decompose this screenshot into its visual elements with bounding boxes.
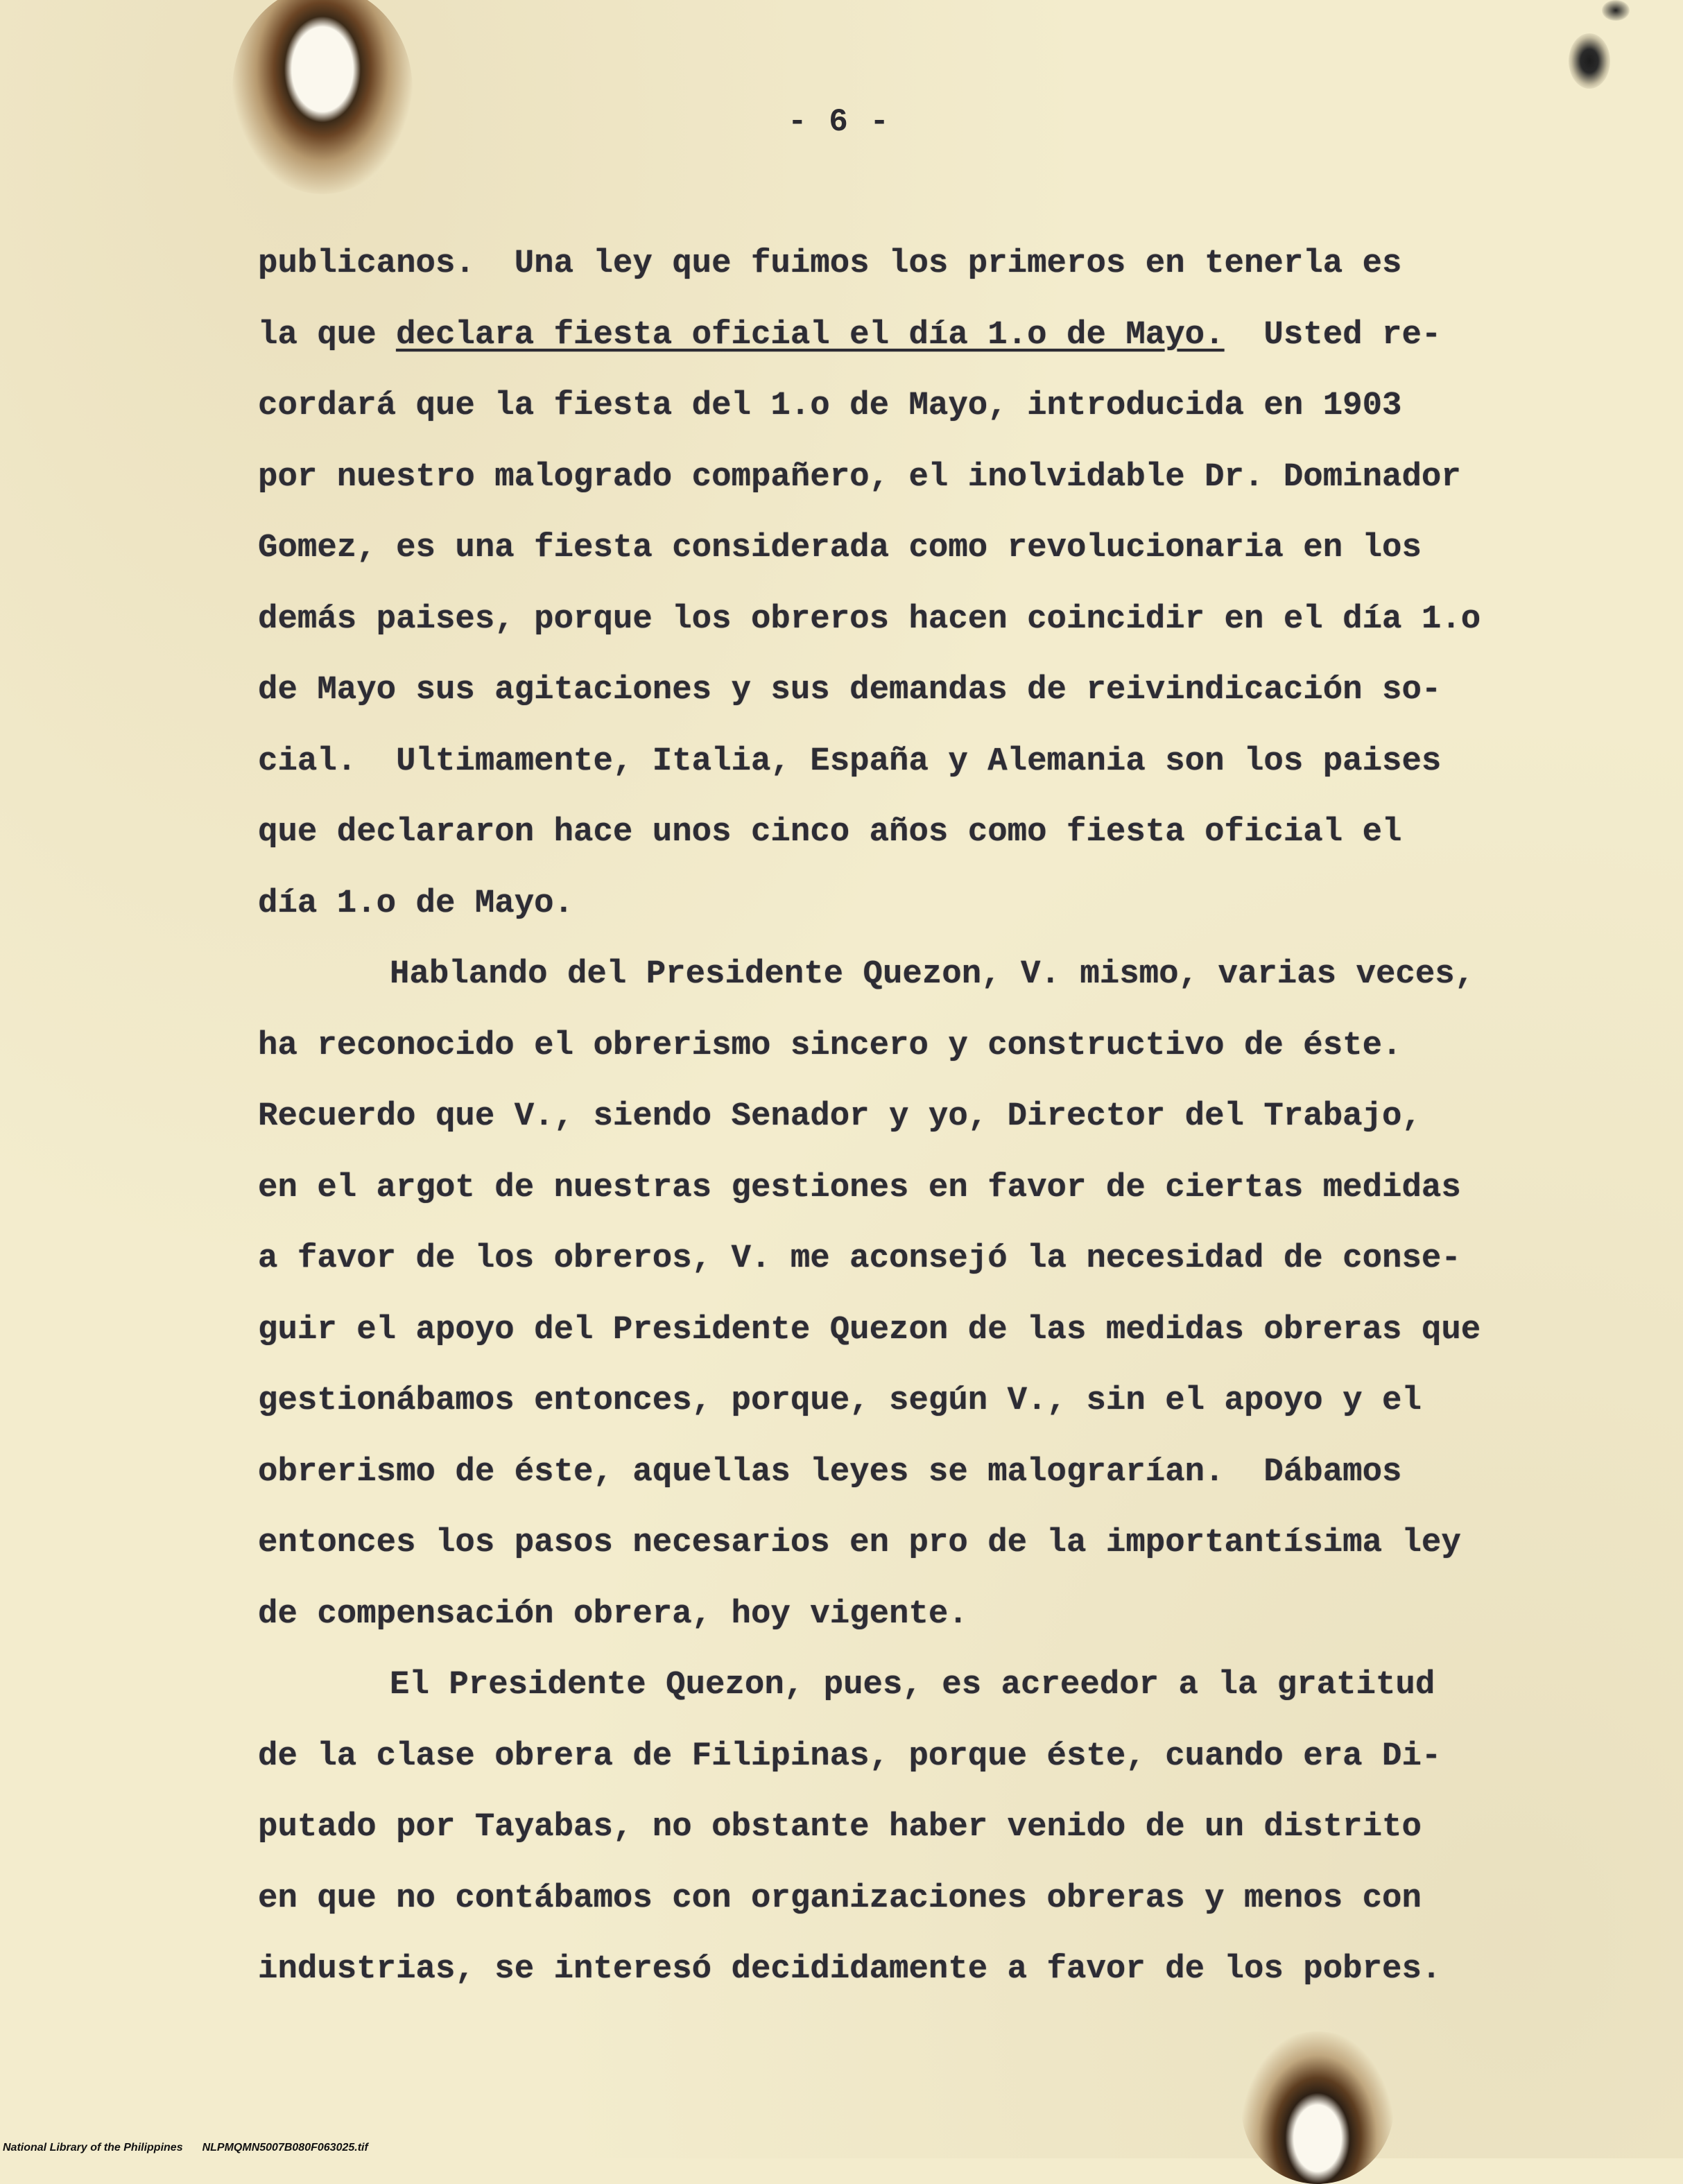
text-line: a favor de los obreros, V. me aconsejó la necesidad de conse- bbox=[258, 1240, 1461, 1277]
text-line: de la clase obrera de Filipinas, porque éste, cuando era Di- bbox=[258, 1737, 1442, 1775]
footer-file-id: NLPMQMN5007B080F063025.tif bbox=[202, 2142, 368, 2153]
burn-mark-top bbox=[232, 0, 413, 194]
text-line: El Presidente Quezon, pues, es acreedor a la gratitud bbox=[390, 1667, 1435, 1704]
text-line: putado por Tayabas, no obstante haber venido de un distrito bbox=[258, 1809, 1422, 1846]
text-fragment: la que bbox=[258, 316, 397, 354]
text-line: industrias, se interesó decididamente a favor de los pobres. bbox=[258, 1951, 1442, 1988]
underlined-phrase: declara fiesta oficial el día 1.o de Mayo. bbox=[396, 316, 1225, 354]
text-line: día 1.o de Mayo. bbox=[258, 885, 574, 922]
text-line: que declararon hace unos cinco años como fiesta oficial el bbox=[258, 814, 1402, 851]
text-line: gestionábamos entonces, porque, según V., sin el apoyo y el bbox=[258, 1383, 1422, 1419]
text-line: en el argot de nuestras gestiones en favor de ciertas medidas bbox=[258, 1169, 1461, 1206]
ink-spot bbox=[1602, 0, 1630, 21]
text-line: por nuestro malogrado compañero, el inolvidable Dr. Dominador bbox=[258, 458, 1461, 496]
text-line: entonces los pasos necesarios en pro de la importantísima ley bbox=[258, 1525, 1461, 1561]
text-line bbox=[258, 300, 1576, 372]
body-text bbox=[258, 229, 1576, 2006]
text-line: de compensación obrera, hoy vigente. bbox=[258, 1595, 968, 1633]
text-line: Recuerdo que V., siendo Senador y yo, Director del Trabajo, bbox=[258, 1098, 1422, 1135]
burn-mark-bottom bbox=[1241, 2031, 1394, 2184]
text-line: guir el apoyo del Presidente Quezon de las medidas obreras que bbox=[258, 1311, 1481, 1349]
text-fragment: Usted re- bbox=[1224, 316, 1442, 354]
ink-spot bbox=[1569, 33, 1610, 89]
scan-footer bbox=[3, 2142, 368, 2154]
text-line: cordará que la fiesta del 1.o de Mayo, introducida en 1903 bbox=[258, 388, 1402, 424]
text-line: Gomez, es una fiesta considerada como revolucionaria en los bbox=[258, 530, 1422, 566]
text-line: ha reconocido el obrerismo sincero y constructivo de éste. bbox=[258, 1027, 1402, 1064]
text-line: demás paises, porque los obreros hacen coincidir en el día 1.o bbox=[258, 600, 1481, 638]
text-line: en que no contábamos con organizaciones obreras y menos con bbox=[258, 1880, 1422, 1917]
page-number: - 6 - bbox=[787, 104, 891, 140]
text-line: publicanos. Una ley que fuimos los primeros en tenerla es bbox=[258, 245, 1402, 282]
text-line: obrerismo de éste, aquellas leyes se malograrían. Dábamos bbox=[258, 1453, 1402, 1491]
footer-institution: National Library of the Philippines bbox=[3, 2142, 183, 2153]
text-line: Hablando del Presidente Quezon, V. mismo, varias veces, bbox=[390, 956, 1475, 993]
text-line: cial. Ultimamente, Italia, España y Alemania son los paises bbox=[258, 743, 1442, 780]
text-line: de Mayo sus agitaciones y sus demandas de reivindicación so- bbox=[258, 672, 1442, 709]
